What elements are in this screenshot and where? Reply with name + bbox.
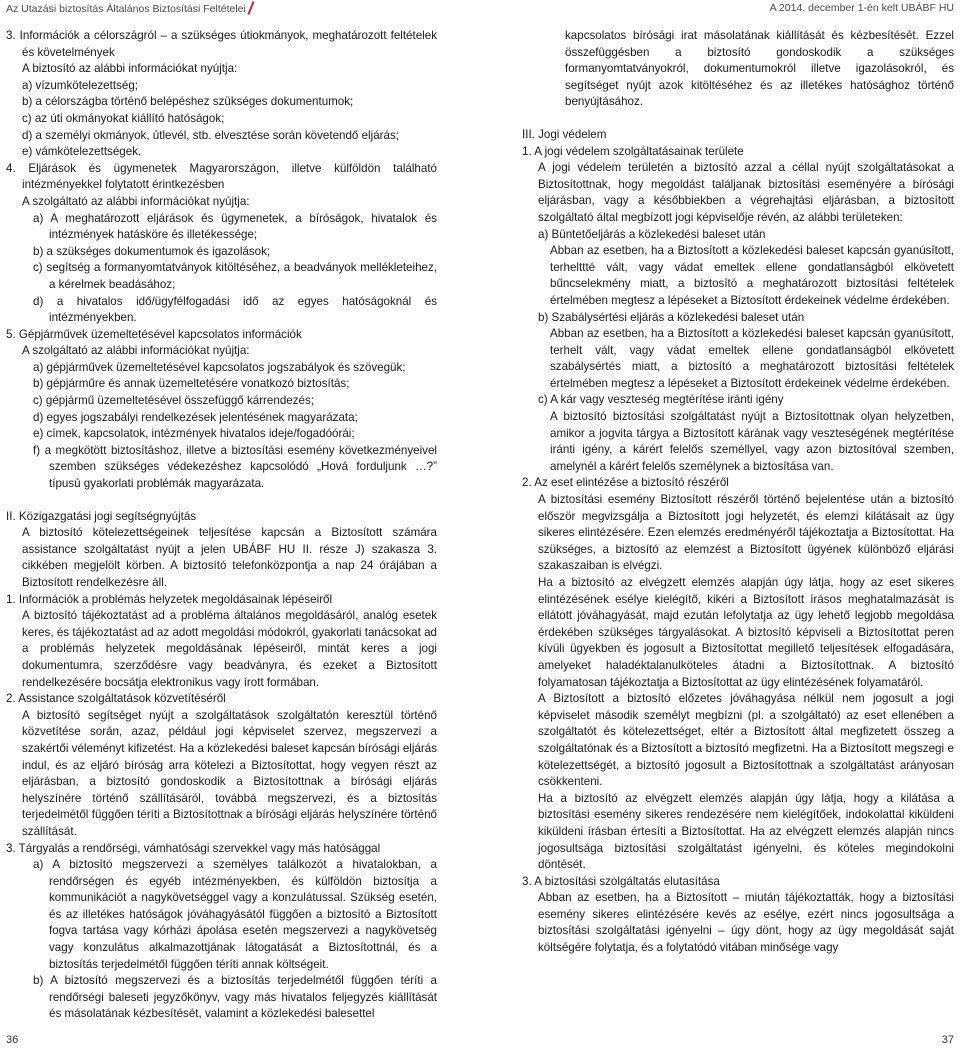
section-heading: 5. Gépjárművek üzemeltetésével kapcsolatos információk [6, 327, 302, 341]
section-heading: III. Jogi védelem [522, 127, 607, 141]
brand-slash-icon [247, 2, 255, 14]
paragraph: A jogi védelem területén a biztosító azzal a céllal nyújt szolgáltatásokat a Biztosítottnak, hogy megoldást találjanak biztosítási eseményére a bírósági eljárásban, vagy a későbbiekben a végrehajtási eljárásban, a biztosított szolgáltató által megbízott jogi képviselője révén, az alábbi területeken: [538, 161, 954, 224]
paragraph: Ha a biztosító az elvégzett elemzés alapján úgy látja, hogy a kilátása a biztosítási esemény sikeres rendezésére nem kielégítőek, indokolattal kiküldeni kiküldeni írásban értesíti a Biztosítottat. Ha az elvégzett elemzés alapján nincs jogosultsága biztosítási szolgáltatást igényelni, és köteles megindokolni döntését. [538, 791, 954, 872]
paragraph: A biztosító segítséget nyújt a szolgáltatások szolgáltatón keresztül történő közvetítése során, azaz, például jogi képviselet szervez, megszervezi a szakértői véleményt kifizetést. Ha a közlekedési baleset kapcsán bírósági eljárás indul, és az eljáró bíróság arra kötelezi a Biztosítottat, hogy vegyen részt az eljárásban, a biztosító gondoskodik a Biztosítottnak a bírósági eljárás helyszínére történő szállításáról, továbbá megszervezi, és a biztosítás terjedelmétől függően téríti a Biztosítottnak a bírósági eljárás helyszínére történő szállítását. [22, 708, 437, 838]
paragraph: Abban az esetben, ha a Biztosított a közlekedési baleset kapcsán gyanúsított, terhelttté vált, vagy vádat emeltek ellene gondatlanságból elkövetett bűncselekmény miatt, a biztosító a meghatározott biztosítási feltételek értelmében megtesz a lépéseket a Biztosított érdekeinek védelme érdekében. [550, 244, 954, 307]
list-item: c) gépjármű üzemeltetésével összefüggő kárrendezés; [33, 394, 314, 408]
list-item: b) gépjárműre és annak üzemeltetésére vonatkozó biztosítás; [33, 377, 350, 391]
paragraph: A szolgáltató az alábbi információkat nyújtja: [22, 194, 250, 208]
list-item: b) A biztosító megszervezi és a biztosítás terjedelmétől függően téríti a rendőrségi baleseti jegyzőkönyv, vagy más hivatalos feljegyzés kiállítását és másolatának kézbesítését, valamint a közlekedési balesettel [33, 974, 437, 1021]
list-item: f) a megkötött biztosításhoz, illetve a biztosítási esemény következményeivel szemben szükséges védekezéshez kapcsolódó „Hová forduljunk …?” típusú gyakorlati problémák magyarázata. [33, 443, 437, 491]
section-heading: 3. Információk a célországról – a szükséges útiokmányok, meghatározott feltételek és követelmények [6, 29, 437, 59]
header-version: A 2014. december 1-én kelt UBÁBF HU [769, 2, 954, 14]
subsection-heading: 1. A jogi védelem szolgáltatásainak területe [522, 144, 744, 158]
list-heading: a) Büntetőeljárás a közlekedési baleset után [538, 227, 766, 241]
subsection-heading: 2. Az eset elintézése a biztosító részéről [522, 476, 729, 490]
list-item: d) a hivatalos idő/ügyfélfogadási idő az egyes hatóságoknál és intézményekben. [33, 294, 437, 325]
list-item: a) vízumkötelezettség; [22, 78, 138, 92]
paragraph: A biztosító biztosítási szolgáltatást nyújt a Biztosítottnak olyan helyzetben, amikor a jogvita tárgya a Biztosított kárának vagy veszteségének megtérítése iránti igény, a kárért felelős személlyel, vagy azon biztosítóval szemben, amelynél a kárért felelős személynek a biztosítása van. [550, 410, 954, 473]
paragraph: A biztosító tájékoztatást ad a probléma általános megoldásáról, analóg esetek keres, és tájékoztatást ad az adott megoldási módokról, gyakorlati tanácsokat ad a problémás helyzetek megoldásának lépéseiről, mintát keres a jogi dokumentumra, szerződésre vagy beadványra, és ezeket a Biztosított rendelkezésére bocsátja elektronikus vagy írott formában. [22, 609, 437, 689]
list-item: e) vámkötelezettségek. [22, 145, 142, 159]
list-item: d) egyes jogszabályi rendelkezések jelentésének magyarázata; [33, 410, 358, 424]
list-item: e) címek, kapcsolatok, intézmények hivatalos ideje/fogadóórái; [33, 427, 355, 441]
subsection-heading: 3. Tárgyalás a rendőrségi, vámhatósági szervekkel vagy más hatósággal [6, 841, 381, 855]
header-title-text: Az Utazási biztosítás Általános Biztosítási Feltételei [6, 3, 246, 15]
paragraph: A biztosítási esemény Biztosított részéről történő bejelentése után a biztosító először megvizsgálja a Biztosított jogi helyzetét, és elemzi kilátásait az ügy sikeres elintézésére. Ezen elemzés eredményéről tájékoztatja a Biztosítottat. Ha szükséges, a biztosító az elemzést a Biztosított ügyének különböző eljárási szakaszaiban is elvégzi. [538, 493, 954, 573]
paragraph: Ha a biztosító az elvégzett elemzés alapján úgy látja, hogy az eset sikeres elintézésének esélye kielégítő, kikéri a Biztosított írásos meghatalmazását is ellátott jóváhagyását, majd ezután lefolytatja az ügy lehető legjobb megoldása érdekében szükséges tárgyalásokat. A biztosító képviseli a Biztosítottat peren kívüli ügyekben és jogosult a Biztosítottat megillető teljesítések elfogadására, amelyeket haladéktalanulköteles átadni a Biztosítottnak. A biztosító folyamatosan tájékoztatja a Biztosítottat az ügy elintézésének folyamatáról. [538, 576, 954, 689]
list-item: b) a szükséges dokumentumok és igazolások; [33, 244, 271, 258]
list-item: a) A meghatározott eljárások és ügymenetek, a bíróságok, hivatalok és intézmények hatásköre és illetékessége; [33, 211, 437, 242]
page-header [0, 0, 960, 18]
paragraph: A szolgáltató az alábbi információkat nyújtja: [22, 344, 250, 358]
list-item: a) A biztosító megszervezi a személyes találkozót a hivatalokban, a rendőrségen és egyéb intézményekben, és külföldön biztosítja a kommunikációt a nagykövetséggel vagy a konzulátussal. Szükség esetén, és az illetékes hatóságok jóváhagyásától függően a biztosító a Biztosított fogva tartása vagy kórházi ápolása esetén megszervezi a nagykövetség vagy konzulátus alkalmazottjának látogatását a Biztosítottnál, és a biztosítás terjedelmétől függően téríti annak költségeit. [33, 858, 437, 971]
left-column [6, 28, 437, 1023]
paragraph: Abban az esetben, ha a Biztosított a közlekedési baleset kapcsán gyanúsított, terhelt vált, vagy vádat emeltek ellene gondatlanságból elkövetett szabálysértés miatt, a biztosító a meghatározott biztosítási feltételek értelmében megtesz a lépéseket a Biztosított érdekeinek védelme érdekében. [550, 327, 954, 390]
list-item: a) gépjárművek üzemeltetésével kapcsolatos jogszabályok és szövegük; [33, 360, 406, 374]
list-item: c) az úti okmányokat kiállító hatóságok; [22, 111, 225, 125]
list-item: c) segítség a formanyomtatványok kitöltéséhez, a beadványok mellékleteihez, a kérelmek beadásához; [33, 261, 437, 291]
list-item: b) a célországba történő belépéshez szükséges dokumentumok; [22, 95, 354, 109]
list-item: d) a személyi okmányok, útlevél, stb. elvesztése során követendő eljárás; [22, 128, 399, 142]
subsection-heading: 3. A biztosítási szolgáltatás elutasítása [522, 874, 720, 888]
header-document-title [6, 2, 255, 15]
paragraph: Abban az esetben, ha a Biztosított – miután tájékoztatták, hogy a biztosítási esemény sikeres elintézésére kevés az esélye, ezért nincs jogosultsága a biztosítási szolgáltatási igényelni – úgy dönt, hogy az ügy megoldását saját költségére folytatja, és a folytatódó vitában minősége vagy [538, 891, 954, 955]
page-number-left: 36 [6, 1034, 19, 1046]
paragraph: A biztosító az alábbi információkat nyújtja: [22, 62, 238, 76]
subsection-heading: 1. Információk a problémás helyzetek megoldásainak lépéseiről [6, 592, 333, 606]
paragraph: kapcsolatos bírósági irat másolatának kiállítását és kézbesítését. Ezzel összefüggésben a biztosító gondoskodik a szükséges formanyomtatványokról, dokumentumokról illetve igazolásokról, és segítséget nyújt azok kitöltéséhez és az illetékes hatósághoz történő benyújtásához. [565, 29, 954, 109]
section-heading: II. Közigazgatási jogi segítségnyújtás [6, 509, 197, 523]
list-heading: c) A kár vagy veszteség megtérítése iránti igény [538, 393, 784, 407]
paragraph: A Biztosított a biztosító előzetes jóváhagyása nélkül nem jogosult a jogi képviselet második személyt megbízni (pl. a szolgáltató) az eset ellenében a szolgáltatót és kötelezettséget, eltér a Biztosított által megfizetett összeg a szolgáltatónak és a Biztosított a biztosító megfizetni. Ha a Biztosított megszegi e kötelezettségét, a biztosító jogosult a Biztosítottnak a szolgáltatást arányosan csökkenteni. [538, 692, 954, 789]
page-number-right: 37 [941, 1034, 954, 1046]
paragraph: A biztosító kötelezettségeinek teljesítése kapcsán a Biztosított számára assistance szolgáltatást nyújt a jelen UBÁBF HU II. része J) szakasza 3. cikkében megjelölt körben. A biztosító telefonközpontja a nap 24 órájában a Biztosított rendelkezésre áll. [22, 526, 437, 589]
subsection-heading: 2. Assistance szolgáltatások közvetítéséről [6, 692, 226, 706]
list-heading: b) Szabálysértési eljárás a közlekedési baleset után [538, 310, 805, 324]
right-column [522, 28, 954, 957]
section-heading: 4. Eljárások és ügymenetek Magyarországon, illetve külföldön található intézményekkel folytatott érintkezésben [6, 161, 437, 192]
